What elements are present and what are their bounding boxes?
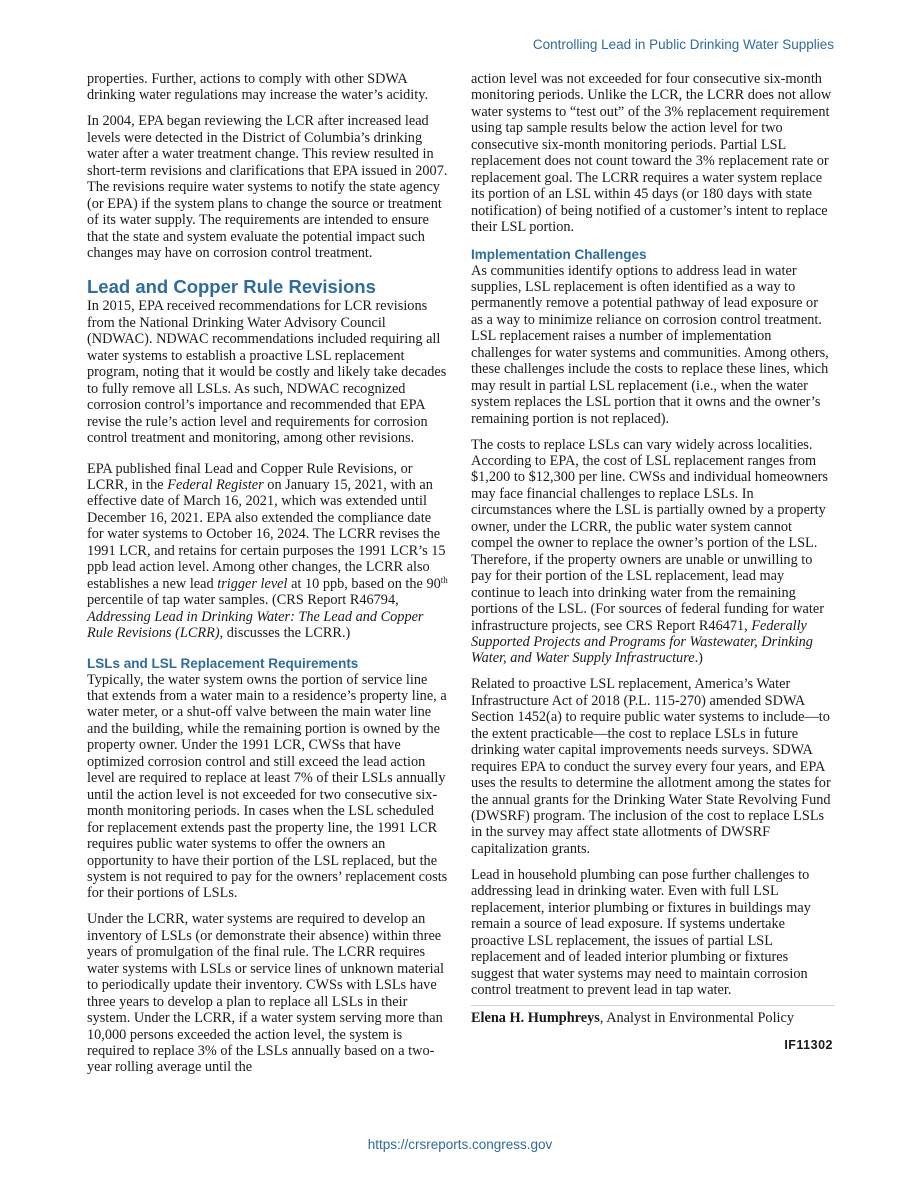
heading-implementation: Implementation Challenges — [471, 246, 647, 262]
paragraph: As communities identify options to address lead in water supplies, LSL replacement is often identified as a way to permanently remove a potential pathway of lead exposure or as a way to minimize reliance on corrosion control treatment. LSL replacement raises a number of implementation challenges for water systems and communities. Among others, these challenges include the costs to replace these lines, which may result in partial LSL replacement (i.e., when the water system replaces the LSL portion that it owns and the owner’s remaining portion is not replaced). — [471, 262, 829, 427]
author-byline: Elena H. Humphreys, Analyst in Environmental Policy — [471, 1009, 795, 1026]
paragraph: Typically, the water system owns the portion of service line that extends from a water main to a residence’s property line, a water meter, or a shut-off valve between the main water line and the building, while the remaining portion is owned by the property owner. Under the 1991 LCR, CWSs that have optimized corrosion control and still exceed the lead action level are required to replace at least 7% of their LSLs annually until the action level is not exceeded for two consecutive six-month monitoring periods. In cases when the LSL scheduled for replacement extends past the property line, the 1991 LCR requires public water systems to offer the owners an opportunity to have their portion of the LSL replaced, but the system is not required to pay for the owners’ replacement costs for their portions of LSLs. — [87, 671, 448, 902]
right-column — [471, 71, 833, 1052]
running-header: Controlling Lead in Public Drinking Water Supplies — [532, 37, 834, 52]
paragraph: Lead in household plumbing can pose further challenges to addressing lead in drinking water. Even with full LSL replacement, interior plumbing or fixtures in buildings may remain a source of lead exposure. If systems undertake proactive LSL replacement, the issues of partial LSL replacement and of leaded interior plumbing or fixtures suggest that water systems may need to maintain corrosion control treatment to prevent lead in tap water. — [471, 866, 811, 999]
paragraph: action level was not exceeded for four consecutive six-month monitoring periods. Unlike the LCR, the LCRR does not allow water systems to “test out” of the 3% replacement requirement using tap sample results below the action level for two consecutive six-month monitoring periods. Partial LSL replacement does not count toward the 3% replacement rate or replacement goal. The LCRR requires a water system replace its portion of an LSL within 45 days (or 180 days with state notification) of being notified of a customer’s intent to replace their LSL portion. — [471, 71, 832, 236]
footer-url-link[interactable]: https://crsreports.congress.gov — [367, 1137, 553, 1152]
paragraph: properties. Further, actions to comply with other SDWA drinking water regulations may increase the water’s acidity. — [87, 71, 429, 104]
paragraph-costs: The costs to replace LSLs can vary widely across localities. According to EPA, the cost of LSL replacement ranges from $1,200 to $12,300 per line. CWSs and individual homeowners may face financial challenges to replace LSLs. In circumstances where the LSL is partially owned by a property owner, under the LCRR, the public water system cannot compel the owner to replace the owner’s portion of the LSL. Therefore, if the property owners are unable or unwilling to pay for their portion of the LSL replacement, lead may continue to leach into drinking water from the remaining portions of the LSL. (For sources of federal funding for water infrastructure projects, see CRS Report R46471, Federally Supported Projects and Programs for Wastewater, Drinking Water, and Water Supply Infrastructure.) — [471, 436, 828, 667]
byline-divider — [471, 1005, 835, 1006]
paragraph: Under the LCRR, water systems are required to develop an inventory of LSLs (or demonstrate their absence) within three years of promulgation of the final rule. The LCRR requires water systems with LSLs or service lines of unknown material to periodically update their inventory. CWSs with LSLs have three years to develop a plan to replace all LSLs in their system. Under the LCRR, if a water system serving more than 10,000 persons exceeded the action level, the system is required to replace 3% of the LSLs annually based on a two-year rolling average until the — [87, 911, 444, 1076]
heading-lsl-requirements: LSLs and LSL Replacement Requirements — [87, 655, 359, 671]
paragraph-lcrr-published: EPA published final Lead and Copper Rule Revisions, or LCRR, in the Federal Register on January 15, 2021, with an effective date of March 16, 2021, which was extended until December 16, 2021. EPA also extended the compliance date for water systems to October 16, 2024. The LCRR revises the 1991 LCR, and retains for certain purposes the 1991 LCR’s 15 ppb lead action level. Among other changes, the LCRR also establishes a new lead trigger level at 10 ppb, based on the 90th percentile of tap water samples. (CRS Report R46794, Addressing Lead in Drinking Water: The Lead and Copper Rule Revisions (LCRR), discusses the LCRR.) — [87, 460, 448, 642]
left-column — [87, 71, 449, 1085]
document-id: IF11302 — [784, 1037, 833, 1052]
paragraph: Related to proactive LSL replacement, America’s Water Infrastructure Act of 2018 (P.L. 115-270) amended SDWA Section 1452(a) to require public water systems to include—to the extent practicable—the cost to replace LSLs in future drinking water capital improvements needs surveys. SDWA requires EPA to conduct the survey every four years, and EPA uses the results to determine the allotment among the states for the annual grants for the Drinking Water State Revolving Fund (DWSRF) program. The inclusion of the cost to replace LSLs in the survey may affect state allotments of DWSRF capitalization grants. — [471, 676, 831, 857]
paragraph: In 2004, EPA began reviewing the LCR after increased lead levels were detected in the District of Columbia’s drinking water after a water treatment change. This review resulted in short-term revisions and clarifications that EPA issued in 2007. The revisions require water systems to notify the state agency (or EPA) if the system plans to change the source or treatment of its water supply. The requirements are intended to ensure that the state and system evaluate the potential impact such changes may have on corrosion control treatment. — [87, 113, 448, 262]
paragraph: In 2015, EPA received recommendations for LCR revisions from the National Drinking Water Advisory Council (NDWAC). NDWAC recommendations included requiring all water systems to establish a proactive LSL replacement program, noting that it would be costly and likely take decades to fully remove all LSLs. As such, NDWAC recognized corrosion control’s importance and recommended that EPA revise the rule’s action level and requirements for corrosion control treatment and monitoring, among other revisions. — [87, 298, 447, 447]
heading-lcrr: Lead and Copper Rule Revisions — [87, 276, 376, 298]
